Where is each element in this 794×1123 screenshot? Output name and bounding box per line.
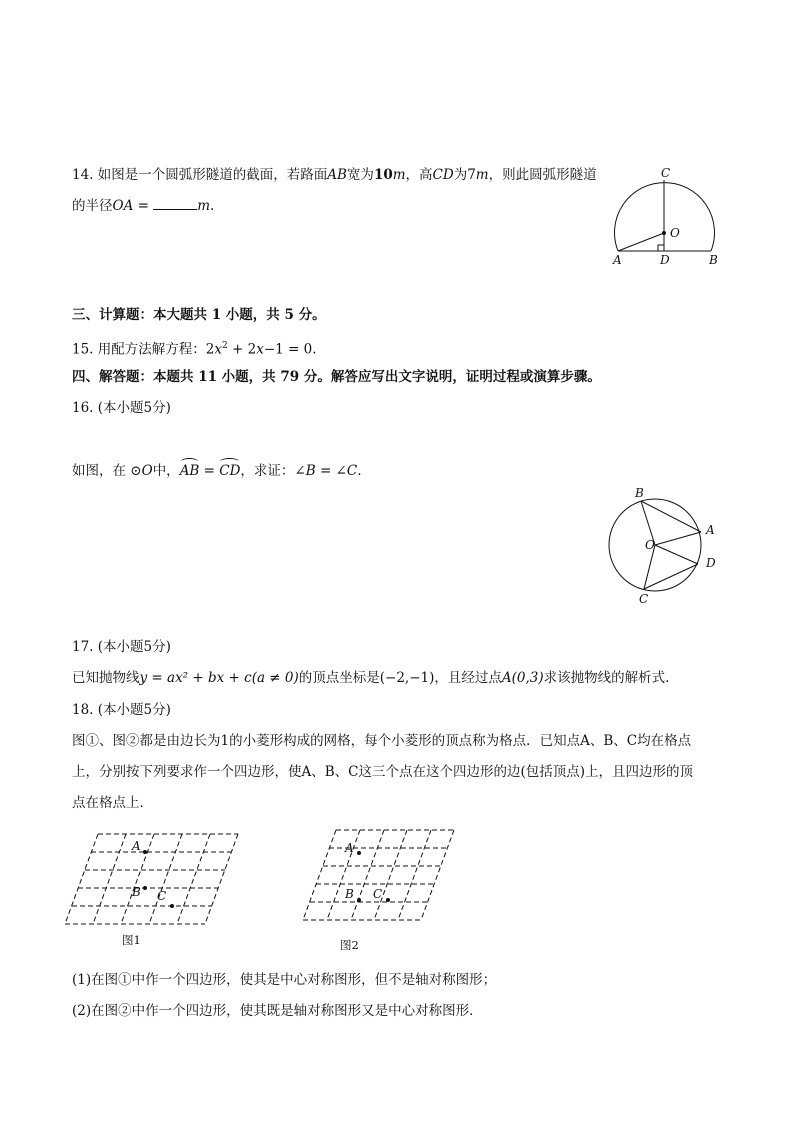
q17-text: 已知抛物线y = ax² + bx + c(a ≠ 0)的顶点坐标是(−2,−1)，且经过点A(0,3)求该抛物线的解析式. bbox=[72, 670, 670, 686]
q14-line2: 的半径OA = m. bbox=[72, 198, 215, 214]
label-a: A bbox=[132, 839, 141, 853]
q15-text: 15. 用配方法解方程：$2x^2 + 2x-1 = 0$. bbox=[72, 341, 317, 358]
label-b: B bbox=[345, 887, 354, 901]
q16-header: 16. (本小题5分) bbox=[72, 400, 171, 416]
q16-text: 如图，在 ⊙O中，AB = CD，求证：∠B = ∠C. bbox=[72, 463, 362, 479]
label-a: A bbox=[613, 253, 622, 267]
label-a: A bbox=[706, 523, 715, 537]
label-o: O bbox=[645, 538, 655, 552]
q18-line1: 图①、图②都是由边长为1的小菱形构成的网格，每个小菱形的顶点称为格点．已知点A、B、C均在格点 bbox=[72, 733, 692, 749]
point-a bbox=[143, 850, 147, 854]
q17-header: 17. (本小题5分) bbox=[72, 639, 171, 655]
label-c: C bbox=[661, 166, 671, 180]
dc bbox=[644, 564, 698, 589]
q16-figure bbox=[600, 482, 740, 612]
radius-oa bbox=[618, 233, 664, 251]
rhombus-grid-fig2 bbox=[288, 830, 468, 960]
point-c bbox=[170, 904, 174, 908]
center-o-dot bbox=[662, 231, 666, 235]
q14-figure bbox=[600, 160, 740, 270]
label-c: C bbox=[373, 887, 383, 901]
label-b: B bbox=[709, 253, 718, 267]
label-b: B bbox=[635, 486, 644, 500]
label-b: B bbox=[132, 885, 141, 899]
point-b bbox=[357, 898, 361, 902]
right-angle-mark bbox=[658, 245, 664, 251]
point-a bbox=[357, 851, 361, 855]
caption-fig1: 图1 bbox=[122, 933, 141, 947]
ba bbox=[641, 501, 701, 532]
label-d: D bbox=[706, 556, 716, 570]
od bbox=[655, 545, 698, 564]
point-c bbox=[386, 898, 390, 902]
label-o: O bbox=[670, 226, 680, 240]
rhombus-grid-fig1 bbox=[70, 830, 250, 960]
q18-line3: 点在格点上． bbox=[72, 795, 153, 811]
label-c: C bbox=[639, 592, 649, 606]
point-b bbox=[143, 886, 147, 890]
label-d: D bbox=[660, 253, 670, 267]
section3-title: 三、计算题：本大题共 1 小题，共 5 分。 bbox=[72, 307, 326, 323]
q18-sub1: (1)在图①中作一个四边形，使其是中心对称图形，但不是轴对称图形； bbox=[72, 972, 497, 988]
answer-blank bbox=[153, 196, 197, 210]
label-c: C bbox=[157, 889, 167, 903]
q14-line1: 14. 如图是一个圆弧形隧道的截面，若路面AB宽为10m，高CD为7m，则此圆弧形隧道 bbox=[72, 167, 597, 183]
q18-sub2: (2)在图②中作一个四边形，使其既是轴对称图形又是中心对称图形． bbox=[72, 1003, 483, 1019]
q18-line2: 上，分别按下列要求作一个四边形，使A、B、C这三个点在这个四边形的边(包括顶点)上，且四边形的顶 bbox=[72, 764, 694, 780]
q18-header: 18. (本小题5分) bbox=[72, 702, 171, 718]
caption-fig2: 图2 bbox=[340, 938, 359, 952]
oa bbox=[655, 532, 701, 545]
label-a: A bbox=[345, 841, 354, 855]
section4-title: 四、解答题：本题共 11 小题，共 79 分。解答应写出文字说明，证明过程或演算步骤。 bbox=[72, 369, 601, 385]
arc-ab: AB bbox=[179, 463, 200, 479]
arc-cd: CD bbox=[219, 463, 241, 479]
